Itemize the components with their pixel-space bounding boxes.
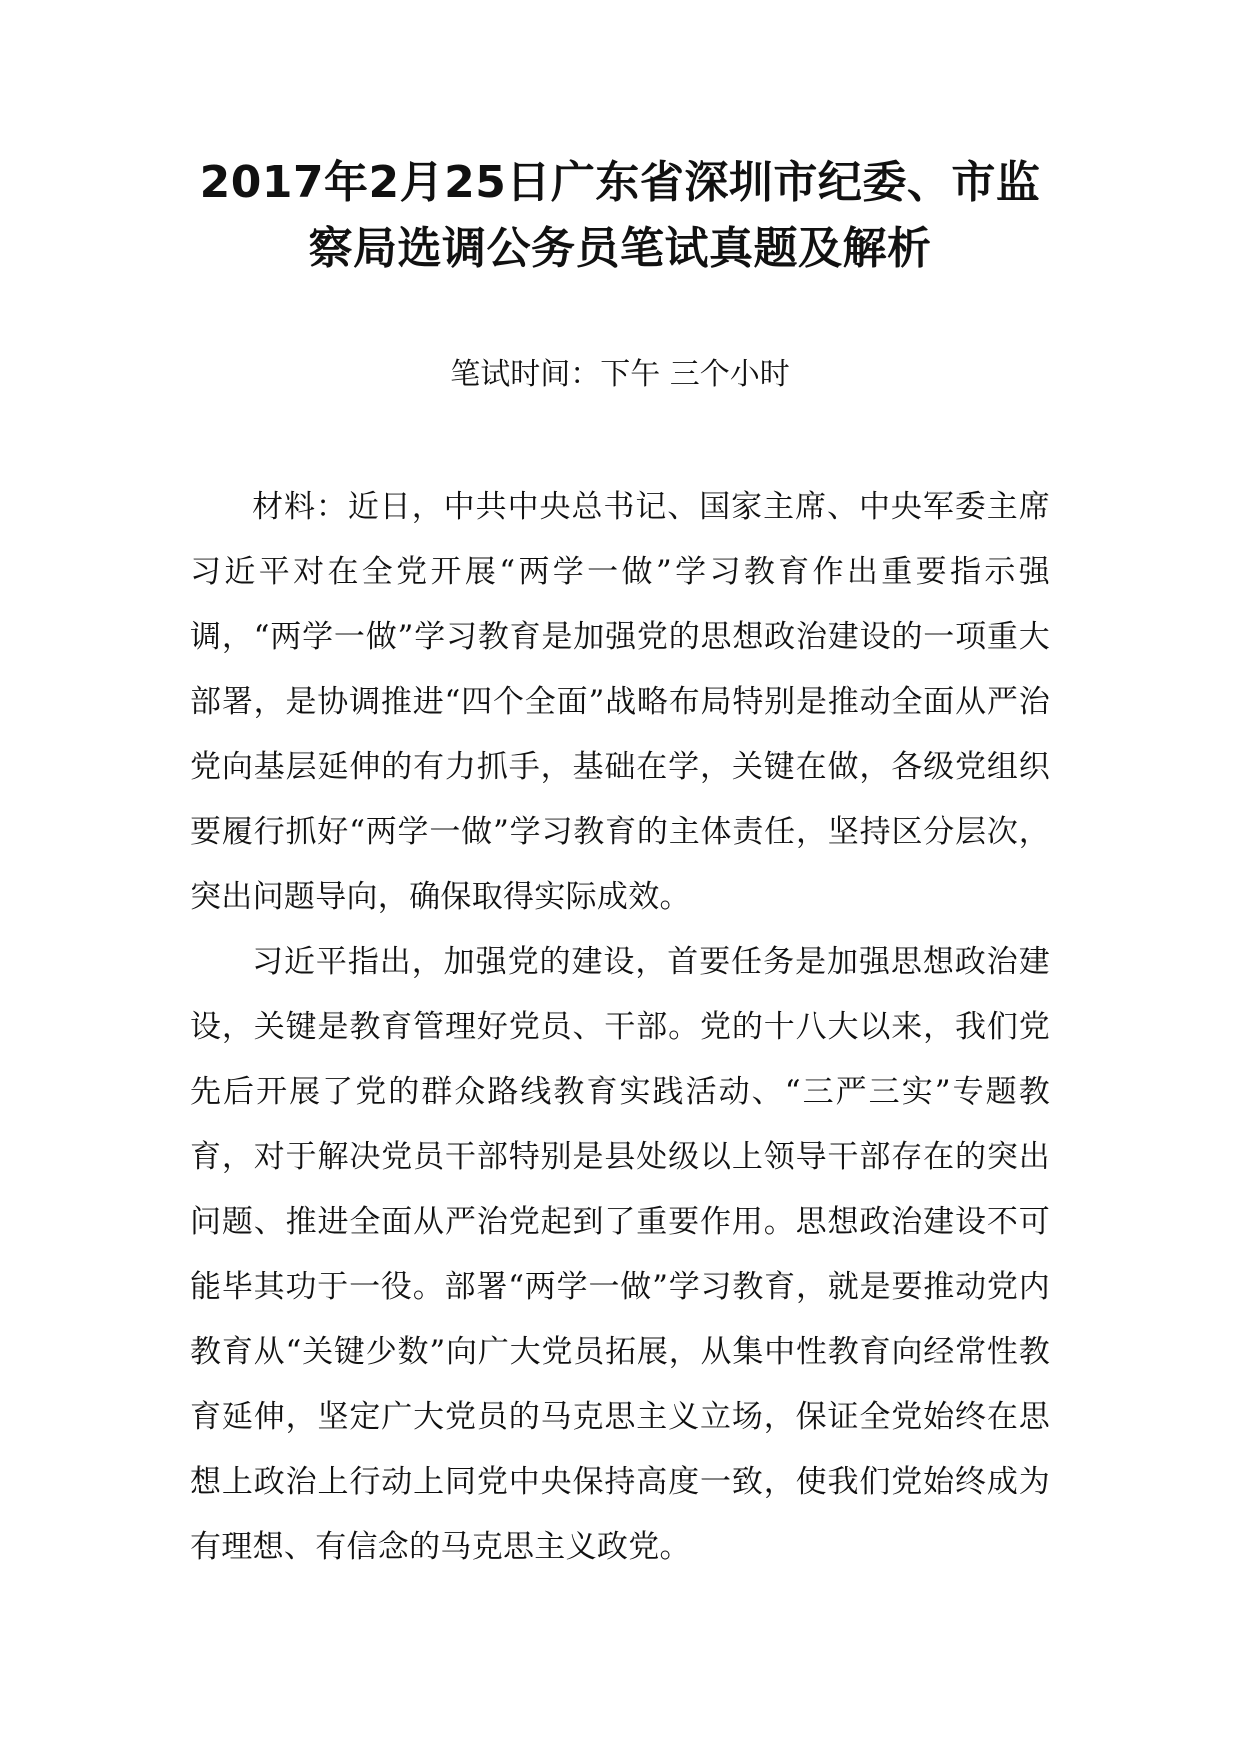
- material-body: [190, 475, 1050, 1580]
- document-title: [180, 150, 1060, 282]
- exam-time-subtitle: 笔试时间：下午 三个小时: [450, 357, 790, 392]
- paragraph-1: 材料：近日，中共中央总书记、国家主席、中央军委主席习近平对在全党开展“两学一做”学习教育作出重要指示强调，“两学一做”学习教育是加强党的思想政治建设的一项重大部署，是协调推进“四个全面”战略布局特别是推动全面从严治党向基层延伸的有力抓手，基础在学，关键在做，各级党组织要履行抓好“两学一做”学习教育的主体责任，坚持区分层次，突出问题导向，确保取得实际成效。: [190, 489, 1050, 915]
- paragraph-2: 习近平指出，加强党的建设，首要任务是加强思想政治建设，关键是教育管理好党员、干部。党的十八大以来，我们党先后开展了党的群众路线教育实践活动、“三严三实”专题教育，对于解决党员干部特别是县处级以上领导干部存在的突出问题、推进全面从严治党起到了重要作用。思想政治建设不可能毕其功于一役。部署“两学一做”学习教育，就是要推动党内教育从“关键少数”向广大党员拓展，从集中性教育向经常性教育延伸，坚定广大党员的马克思主义立场，保证全党始终在思想上政治上行动上同党中央保持高度一致，使我们党始终成为有理想、有信念的马克思主义政党。: [190, 944, 1050, 1565]
- title-line-2: 察局选调公务员笔试真题及解析: [308, 223, 932, 274]
- title-line-1: 2017年2月25日广东省深圳市纪委、市监: [199, 157, 1041, 208]
